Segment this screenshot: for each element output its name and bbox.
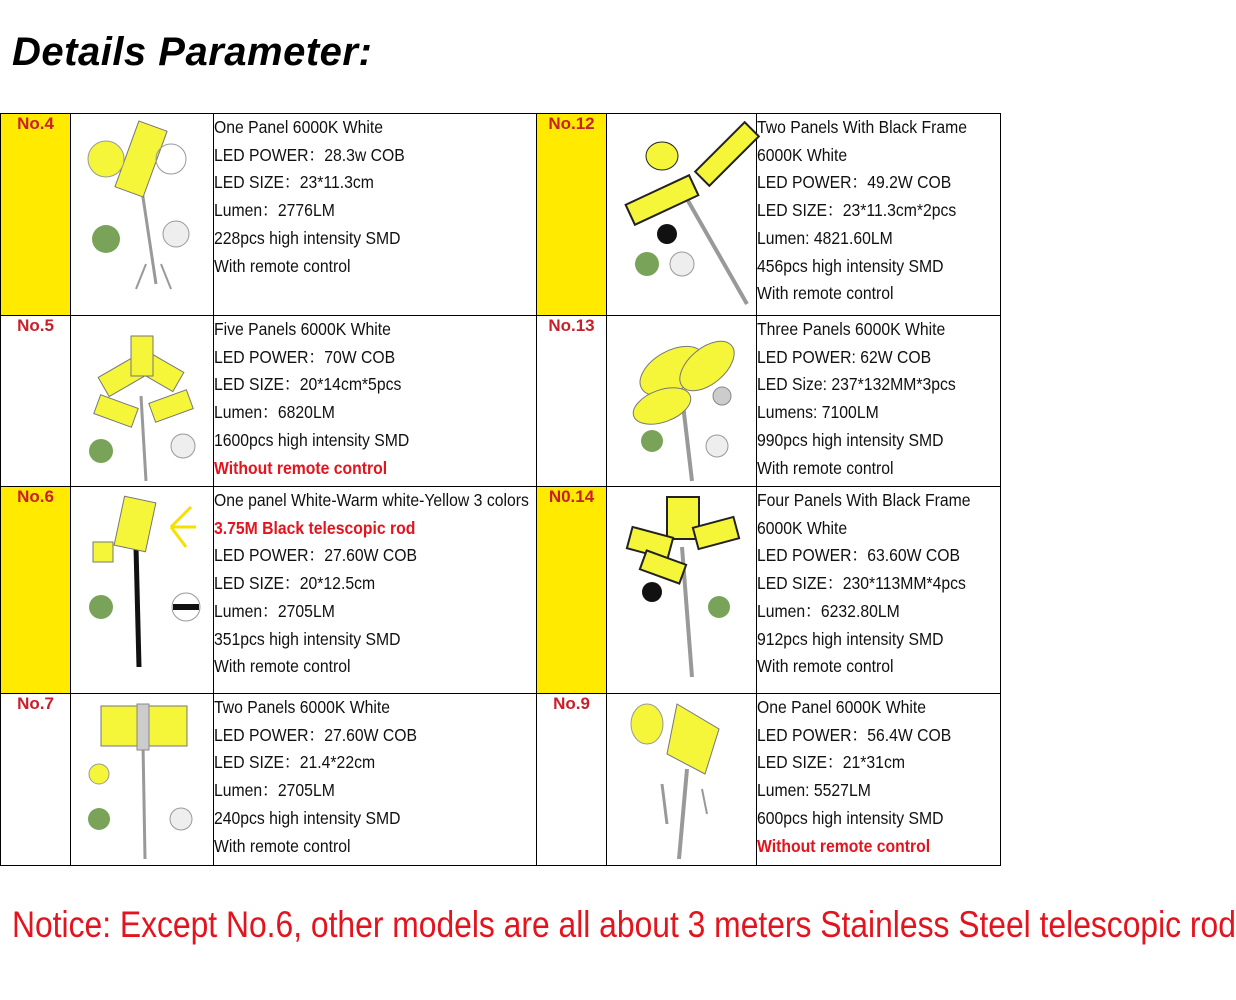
model-number-no12: No.12 [537,114,607,316]
spec-line: Lumen：2705LM [214,600,335,621]
spec-line: 240pcs high intensity SMD [214,807,401,828]
spec-line: Five Panels 6000K White [214,319,391,339]
spec-line: LED POWER：56.4W COB [757,724,952,745]
spec-line: 1600pcs high intensity SMD [214,429,410,450]
spec-block-no9 [757,694,1001,866]
spec-line: LED SIZE：230*113MM*4pcs [757,573,966,594]
spec-block-no13 [757,316,1001,487]
spec-line: LED POWER：28.3w COB [214,144,405,165]
spec-line: Lumen：2776LM [214,200,335,221]
model-number-no7: No.7 [1,694,71,866]
spec-block-no5 [214,316,537,487]
product-image-no6 [71,487,214,694]
spec-block-no4 [214,114,537,316]
spec-block-no12 [757,114,1001,316]
spec-line: LED SIZE：23*11.3cm*2pcs [757,200,957,221]
page-title: Details Parameter: [12,30,373,74]
spec-line: LED SIZE：23*11.3cm [214,172,374,193]
table-row [1,316,1001,487]
spec-line: With remote control [214,656,351,677]
model-number-no4: No.4 [1,114,71,316]
spec-line: 6000K White [757,517,848,538]
spec-line: LED POWER: 62W COB [757,346,932,367]
model-number-no13: No.13 [537,316,607,487]
table-row [1,114,1001,316]
spec-line: With remote control [757,656,894,677]
spec-line: Lumens: 7100LM [757,402,879,423]
product-image-no12 [607,114,757,316]
spec-line: With remote control [214,255,351,276]
model-number-no9: No.9 [537,694,607,866]
spec-block-no14 [757,487,1001,694]
spec-line: 351pcs high intensity SMD [214,628,401,649]
spec-line: 912pcs high intensity SMD [757,628,944,649]
product-image-no5 [71,316,214,487]
notice-text: Notice: Except No.6, other models are all about 3 meters Stainless Steel telescopic rod [12,904,1236,945]
spec-line: Lumen：6232.80LM [757,600,900,621]
spec-line: 600pcs high intensity SMD [757,807,944,828]
spec-line: LED SIZE：20*12.5cm [214,573,376,594]
table-row [1,694,1001,866]
table-row [1,487,1001,694]
spec-block-no7 [214,694,537,866]
model-number-no5: No.5 [1,316,71,487]
product-image-no7 [71,694,214,866]
spec-line: With remote control [757,283,894,304]
spec-line: Without remote control [214,457,388,478]
model-number-no6: No.6 [1,487,71,694]
spec-line: LED SIZE：21.4*22cm [214,752,376,773]
spec-line: One panel White-Warm white-Yellow 3 colors [214,490,529,510]
product-image-no4 [71,114,214,316]
spec-line: LED POWER：27.60W COB [214,545,418,566]
spec-line: LED POWER：27.60W COB [214,724,418,745]
parameter-table [0,113,1001,866]
product-image-no13 [607,316,757,487]
spec-line: Two Panels With Black Frame [757,117,968,137]
product-image-no14 [607,487,757,694]
spec-line: 6000K White [757,144,848,165]
spec-line: With remote control [757,457,894,478]
spec-line: 456pcs high intensity SMD [757,255,944,276]
product-image-no9 [607,694,757,866]
spec-line: Four Panels With Black Frame [757,490,971,510]
spec-line: Lumen: 4821.60LM [757,227,893,248]
spec-line: Lumen：2705LM [214,780,335,801]
spec-line: LED POWER：63.60W COB [757,545,961,566]
spec-line: One Panel 6000K White [214,117,383,137]
spec-line: LED POWER：70W COB [214,346,396,367]
spec-line: Three Panels 6000K White [757,319,946,339]
spec-line: LED SIZE：21*31cm [757,752,905,773]
spec-line: Lumen: 5527LM [757,780,871,801]
model-number-no14: N0.14 [537,487,607,694]
spec-line: LED Size: 237*132MM*3pcs [757,374,956,395]
spec-line: 990pcs high intensity SMD [757,429,944,450]
spec-line: 228pcs high intensity SMD [214,227,401,248]
spec-block-no6 [214,487,537,694]
spec-line: With remote control [214,835,351,856]
spec-line: One Panel 6000K White [757,697,926,717]
spec-line: Lumen：6820LM [214,402,335,423]
spec-line: Two Panels 6000K White [214,697,390,717]
spec-line: 3.75M Black telescopic rod [214,517,416,538]
spec-line: LED SIZE：20*14cm*5pcs [214,374,402,395]
spec-line: LED POWER：49.2W COB [757,172,952,193]
spec-line: Without remote control [757,835,931,856]
